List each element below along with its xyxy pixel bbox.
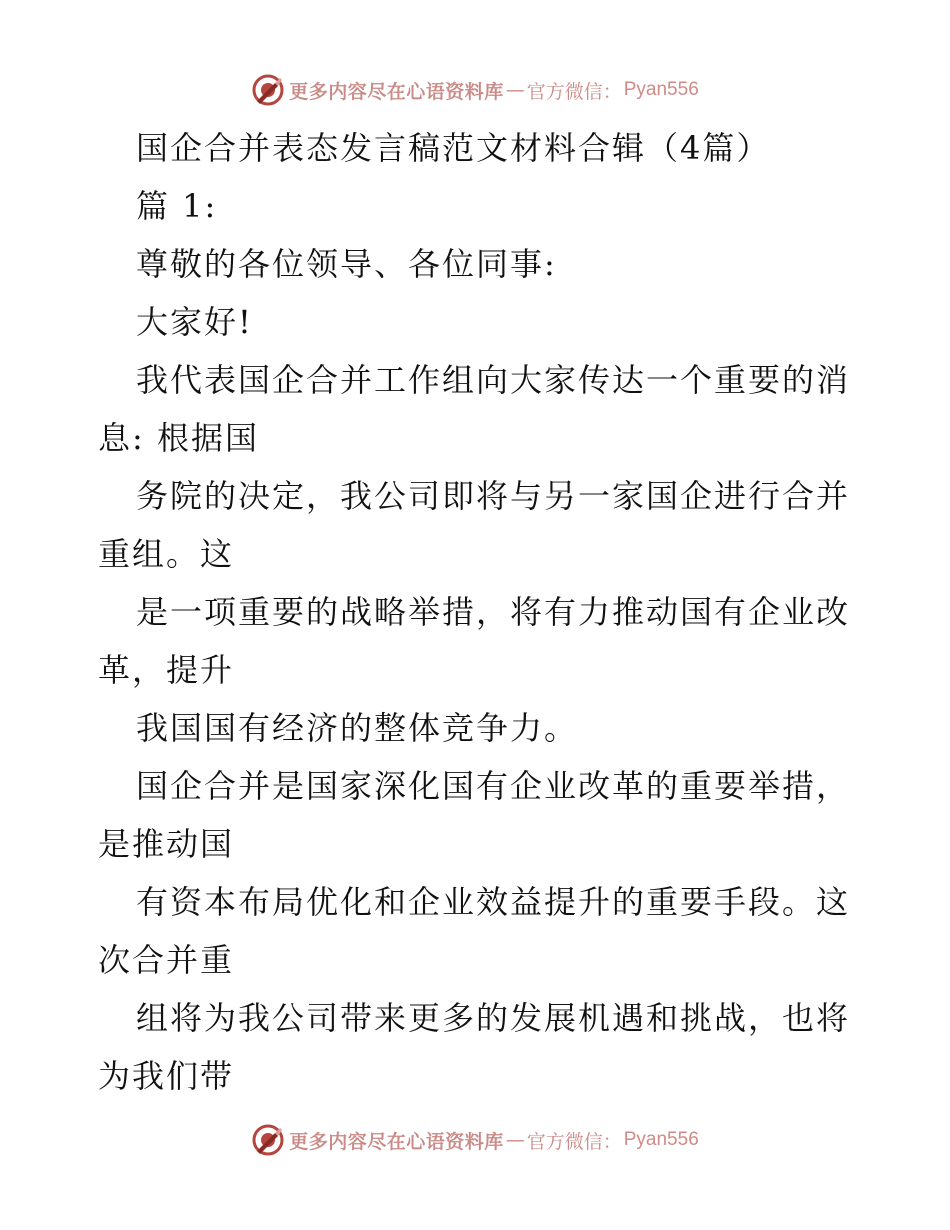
- body-line: 革，提升: [98, 651, 235, 689]
- body-line: 是一项重要的战略举措，将有力推动国有企业改: [136, 593, 851, 631]
- banner-separator: —: [505, 1129, 525, 1151]
- body-line: 我国国有经济的整体竞争力。: [136, 709, 579, 747]
- footer-banner: [0, 1120, 950, 1160]
- banner-wechat-id: Pyan556: [623, 79, 699, 100]
- body-line: 国企合并是国家深化国有企业改革的重要举措，: [136, 767, 851, 805]
- body-line: 息: 根据国: [98, 419, 259, 457]
- banner-main-text: 更多内容尽在心语资料库: [289, 80, 504, 103]
- body-line: 务院的决定，我公司即将与另一家国企进行合并: [136, 477, 851, 515]
- banner-separator: —: [505, 79, 525, 101]
- greeting: 大家好!: [136, 303, 253, 341]
- body-line: 有资本布局优化和企业效益提升的重要手段。这: [136, 883, 851, 921]
- brand-logo-icon: [251, 1123, 285, 1157]
- document-title: 国企合并表态发言稿范文材料合辑（4篇）: [136, 129, 771, 167]
- banner-wechat-label: 官方微信：: [526, 80, 622, 103]
- body-line: 组将为我公司带来更多的发展机遇和挑战，也将: [136, 999, 851, 1037]
- body-line: 是推动国: [98, 825, 235, 863]
- brand-logo-icon: [251, 73, 285, 107]
- body-line: 重组。这: [98, 535, 235, 573]
- section-heading: 篇 1:: [136, 187, 218, 225]
- body-line: 我代表国企合并工作组向大家传达一个重要的消: [136, 361, 851, 399]
- body-line: 次合并重: [98, 941, 235, 979]
- header-banner: [0, 70, 950, 110]
- banner-main-text: 更多内容尽在心语资料库: [289, 1130, 504, 1153]
- banner-wechat-id: Pyan556: [623, 1129, 699, 1150]
- body-line: 为我们带: [98, 1057, 235, 1095]
- salutation: 尊敬的各位领导、各位同事:: [136, 245, 557, 283]
- banner-wechat-label: 官方微信：: [526, 1130, 622, 1153]
